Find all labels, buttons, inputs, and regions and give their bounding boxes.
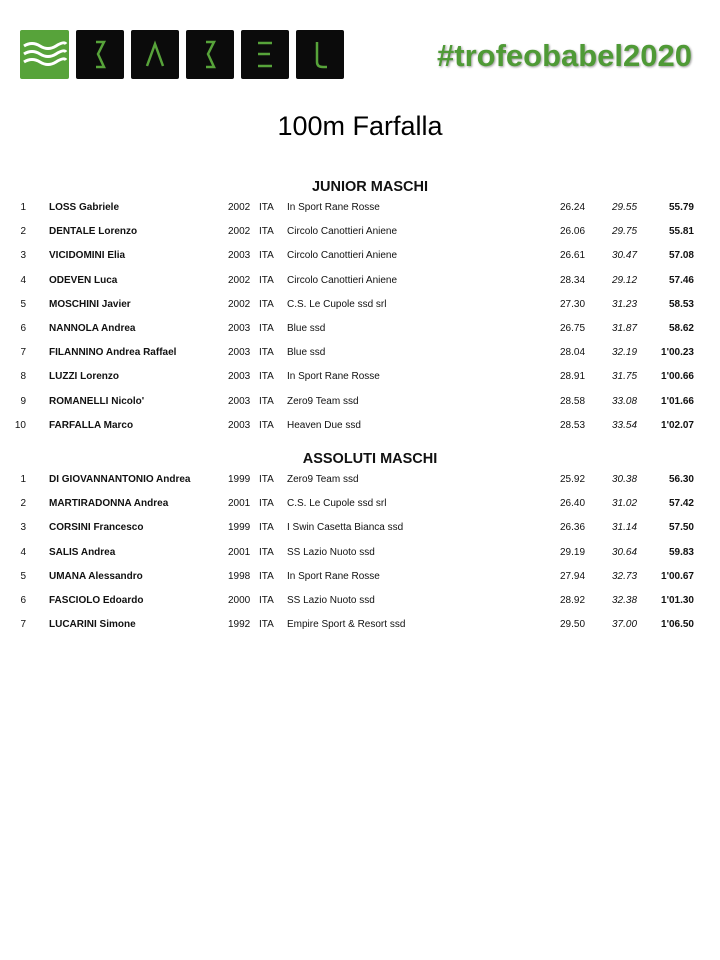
logo-letter-b-icon xyxy=(76,30,124,79)
athlete-name: DI GIOVANNANTONIO Andrea xyxy=(49,474,191,485)
athlete-name: LUCARINI Simone xyxy=(49,619,136,630)
nationality: ITA xyxy=(259,547,274,558)
rank-cell: 3 xyxy=(20,522,26,533)
second-split-time: 29.12 xyxy=(612,275,638,286)
table-row xyxy=(0,498,720,522)
rank-cell: 6 xyxy=(20,323,26,334)
athlete-name: UMANA Alessandro xyxy=(49,571,143,582)
final-time: 1'01.66 xyxy=(661,396,694,407)
table-row xyxy=(0,299,720,323)
athlete-name: FARFALLA Marco xyxy=(49,420,134,431)
rank-cell: 6 xyxy=(20,595,26,606)
athlete-name: ROMANELLI Nicolo' xyxy=(49,396,145,407)
second-split-time: 37.00 xyxy=(612,619,638,630)
club-name: Circolo Canottieri Aniene xyxy=(287,226,398,237)
table-row xyxy=(0,619,720,643)
athlete-name: SALIS Andrea xyxy=(49,547,116,558)
birth-year: 2002 xyxy=(228,299,251,310)
split-time: 27.30 xyxy=(560,299,586,310)
table-row xyxy=(0,547,720,571)
final-time: 57.50 xyxy=(668,522,694,533)
nationality: ITA xyxy=(259,420,274,431)
final-time: 59.83 xyxy=(668,547,694,558)
rank-cell: 5 xyxy=(20,571,26,582)
split-time: 26.36 xyxy=(560,522,586,533)
second-split-time: 29.75 xyxy=(612,226,638,237)
nationality: ITA xyxy=(259,571,274,582)
nationality: ITA xyxy=(259,226,274,237)
rank-cell: 7 xyxy=(20,347,26,358)
birth-year: 1992 xyxy=(228,619,251,630)
rank-cell: 9 xyxy=(20,396,26,407)
second-split-time: 31.23 xyxy=(612,299,638,310)
table-row xyxy=(0,275,720,299)
second-split-time: 31.02 xyxy=(612,498,638,509)
birth-year: 2001 xyxy=(228,547,251,558)
club-name: Zero9 Team ssd xyxy=(287,396,359,407)
nationality: ITA xyxy=(259,250,274,261)
athlete-name: LUZZI Lorenzo xyxy=(49,371,119,382)
nationality: ITA xyxy=(259,595,274,606)
birth-year: 1998 xyxy=(228,571,251,582)
nationality: ITA xyxy=(259,522,274,533)
nationality: ITA xyxy=(259,323,274,334)
split-time: 25.92 xyxy=(560,474,586,485)
birth-year: 1999 xyxy=(228,474,251,485)
athlete-name: NANNOLA Andrea xyxy=(49,323,136,334)
section-title: JUNIOR MASCHI xyxy=(311,179,428,195)
split-time: 27.94 xyxy=(560,571,586,582)
club-name: Blue ssd xyxy=(287,347,326,358)
second-split-time: 32.73 xyxy=(612,571,638,582)
birth-year: 2003 xyxy=(228,347,251,358)
rank-cell: 2 xyxy=(20,498,26,509)
table-row xyxy=(0,396,720,420)
split-time: 28.58 xyxy=(560,396,586,407)
birth-year: 2002 xyxy=(228,275,251,286)
club-name: Heaven Due ssd xyxy=(287,420,361,431)
club-name: Circolo Canottieri Aniene xyxy=(287,275,398,286)
club-name: SS Lazio Nuoto ssd xyxy=(287,595,375,606)
nationality: ITA xyxy=(259,396,274,407)
nationality: ITA xyxy=(259,299,274,310)
rank-cell: 4 xyxy=(20,547,26,558)
athlete-name: FASCIOLO Edoardo xyxy=(49,595,144,606)
second-split-time: 33.08 xyxy=(612,396,638,407)
table-row xyxy=(0,202,720,226)
rank-cell: 3 xyxy=(20,250,26,261)
club-name: SS Lazio Nuoto ssd xyxy=(287,547,375,558)
split-time: 26.06 xyxy=(560,226,586,237)
event-hashtag: #trofeobabel2020 xyxy=(437,38,692,73)
birth-year: 2003 xyxy=(228,396,251,407)
athlete-name: LOSS Gabriele xyxy=(49,202,120,213)
birth-year: 2003 xyxy=(228,250,251,261)
logo-letter-a-icon xyxy=(131,30,179,79)
nationality: ITA xyxy=(259,619,274,630)
table-row xyxy=(0,371,720,395)
final-time: 55.79 xyxy=(668,202,694,213)
split-time: 29.50 xyxy=(560,619,586,630)
final-time: 1'02.07 xyxy=(661,420,694,431)
birth-year: 2003 xyxy=(228,323,251,334)
club-name: I Swin Casetta Bianca ssd xyxy=(287,522,404,533)
rank-cell: 10 xyxy=(14,420,26,431)
rank-cell: 7 xyxy=(20,619,26,630)
birth-year: 2003 xyxy=(228,371,251,382)
rank-cell: 1 xyxy=(20,202,26,213)
table-row xyxy=(0,226,720,250)
athlete-name: CORSINI Francesco xyxy=(49,522,144,533)
nationality: ITA xyxy=(259,474,274,485)
split-time: 28.92 xyxy=(560,595,586,606)
split-time: 28.53 xyxy=(560,420,586,431)
athlete-name: ODEVEN Luca xyxy=(49,275,118,286)
club-name: In Sport Rane Rosse xyxy=(287,371,380,382)
second-split-time: 33.54 xyxy=(612,420,638,431)
rank-cell: 8 xyxy=(20,371,26,382)
second-split-time: 31.75 xyxy=(612,371,638,382)
club-name: Blue ssd xyxy=(287,323,326,334)
nationality: ITA xyxy=(259,347,274,358)
second-split-time: 31.14 xyxy=(612,522,638,533)
rank-cell: 4 xyxy=(20,275,26,286)
rank-cell: 5 xyxy=(20,299,26,310)
athlete-name: FILANNINO Andrea Raffael xyxy=(49,347,177,358)
nationality: ITA xyxy=(259,371,274,382)
club-name: Circolo Canottieri Aniene xyxy=(287,250,398,261)
club-name: C.S. Le Cupole ssd srl xyxy=(287,299,387,310)
logo-letter-b2-icon xyxy=(186,30,234,79)
second-split-time: 30.38 xyxy=(612,474,638,485)
babel-logo xyxy=(20,30,344,79)
club-name: Zero9 Team ssd xyxy=(287,474,359,485)
split-time: 28.91 xyxy=(560,371,586,382)
second-split-time: 30.64 xyxy=(612,547,638,558)
second-split-time: 30.47 xyxy=(612,250,638,261)
final-time: 58.62 xyxy=(668,323,694,334)
split-time: 28.04 xyxy=(560,347,586,358)
club-name: In Sport Rane Rosse xyxy=(287,202,380,213)
nationality: ITA xyxy=(259,498,274,509)
logo-letter-e-icon xyxy=(241,30,289,79)
final-time: 1'01.30 xyxy=(661,595,694,606)
athlete-name: MOSCHINI Javier xyxy=(49,299,131,310)
split-time: 26.75 xyxy=(560,323,586,334)
table-row xyxy=(0,250,720,274)
nationality: ITA xyxy=(259,275,274,286)
club-name: Empire Sport & Resort ssd xyxy=(287,619,406,630)
table-row xyxy=(0,571,720,595)
second-split-time: 31.87 xyxy=(612,323,638,334)
second-split-time: 32.38 xyxy=(612,595,638,606)
athlete-name: VICIDOMINI Elia xyxy=(49,250,126,261)
wave-logo-icon xyxy=(20,30,69,79)
birth-year: 1999 xyxy=(228,522,251,533)
final-time: 1'06.50 xyxy=(661,619,694,630)
birth-year: 2002 xyxy=(228,202,251,213)
second-split-time: 32.19 xyxy=(612,347,638,358)
page-title: 100m Farfalla xyxy=(277,111,443,141)
split-time: 29.19 xyxy=(560,547,586,558)
final-time: 57.46 xyxy=(668,275,694,286)
split-time: 26.61 xyxy=(560,250,586,261)
split-time: 26.40 xyxy=(560,498,586,509)
final-time: 56.30 xyxy=(668,474,694,485)
final-time: 1'00.23 xyxy=(661,347,694,358)
club-name: In Sport Rane Rosse xyxy=(287,571,380,582)
rank-cell: 1 xyxy=(20,474,26,485)
final-time: 57.42 xyxy=(668,498,694,509)
rank-cell: 2 xyxy=(20,226,26,237)
club-name: C.S. Le Cupole ssd srl xyxy=(287,498,387,509)
logo-letter-l-icon xyxy=(296,30,344,79)
nationality: ITA xyxy=(259,202,274,213)
athlete-name: MARTIRADONNA Andrea xyxy=(49,498,169,509)
split-time: 26.24 xyxy=(560,202,586,213)
table-row xyxy=(0,595,720,619)
birth-year: 2003 xyxy=(228,420,251,431)
split-time: 28.34 xyxy=(560,275,586,286)
table-row xyxy=(0,474,720,498)
table-row xyxy=(0,323,720,347)
final-time: 57.08 xyxy=(668,250,694,261)
final-time: 55.81 xyxy=(668,226,694,237)
second-split-time: 29.55 xyxy=(612,202,638,213)
final-time: 1'00.67 xyxy=(661,571,694,582)
birth-year: 2002 xyxy=(228,226,251,237)
table-row xyxy=(0,522,720,546)
final-time: 58.53 xyxy=(668,299,694,310)
birth-year: 2001 xyxy=(228,498,251,509)
birth-year: 2000 xyxy=(228,595,251,606)
final-time: 1'00.66 xyxy=(661,371,694,382)
section-title: ASSOLUTI MASCHI xyxy=(302,451,438,467)
table-row xyxy=(0,420,720,444)
athlete-name: DENTALE Lorenzo xyxy=(49,226,138,237)
table-row xyxy=(0,347,720,371)
